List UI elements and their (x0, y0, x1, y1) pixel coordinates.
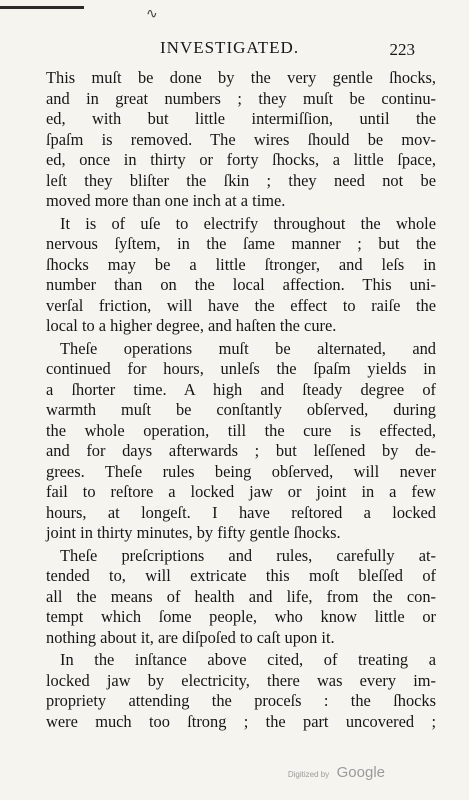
text-line: local to a higher degree, and haſten the cure. (46, 316, 337, 335)
text-line: nothing about it, are diſpoſed to caſt upon it. (46, 627, 335, 647)
text-line: ſpaſm is removed. The wires ſhould be mov- (46, 129, 436, 149)
paragraph (46, 339, 436, 544)
top-rule (0, 6, 84, 9)
text-line: fail to reſtore a locked jaw or joint in a few (46, 482, 436, 501)
text-line: were much too ſtrong ; the part uncovered ; (46, 711, 436, 731)
text-line: In the inſtance above cited, of treating a (60, 650, 436, 669)
text-line: and in great numbers ; they muſt be continu- (46, 88, 436, 108)
text-line: locked jaw by electricity, there was every im- (46, 670, 436, 690)
text-line: hours, at longeſt. I have reſtored a locked (46, 502, 436, 522)
text-line: and for days afterwards ; but leſſened by de- (46, 441, 436, 460)
paragraph (46, 68, 436, 212)
paragraph (46, 650, 436, 732)
text-line: This muſt be done by the very gentle ſhocks, (46, 68, 436, 87)
text-line: joint in thirty minutes, by fifty gentle ſhocks. (46, 523, 341, 542)
text-line: ed, once in thirty or forty ſhocks, a little ſpace, (46, 150, 436, 169)
text-line: moved more than one inch at a time. (46, 191, 286, 210)
digitized-watermark (288, 764, 385, 782)
paragraph (46, 546, 436, 649)
text-line: Theſe preſcriptions and rules, carefully at- (60, 545, 436, 565)
text-line: verſal friction, will have the effect to raiſe the (46, 295, 436, 315)
text-line: ed, with but little intermiſſion, until the (46, 109, 436, 128)
text-line: warmth muſt be conſtantly obſerved, during (46, 400, 436, 419)
corner-mark: ∿ (146, 6, 158, 22)
text-body (46, 68, 436, 734)
running-title: INVESTIGATED. (160, 38, 300, 57)
text-line: grees. Theſe rules being obſerved, will never (46, 461, 436, 481)
google-logo: Google (336, 764, 385, 781)
text-line: tended to, will extricate this moſt bleſſed of (46, 566, 436, 585)
text-line: all the means of health and life, from the con- (46, 586, 436, 606)
watermark-prefix: Digitized by (287, 770, 330, 779)
text-line: ſhocks may be a little ſtronger, and leſs in (46, 254, 436, 274)
text-line: leſt they bliſter the ſkin ; they need not be (46, 170, 436, 190)
text-line: the whole operation, till the cure is effected, (46, 420, 436, 440)
text-line: It is of uſe to electrify throughout the whole (60, 213, 436, 233)
text-line: continued for hours, unleſs the ſpaſm yields in (46, 359, 436, 378)
running-head (0, 38, 469, 60)
text-line: nervous ſyſtem, in the ſame manner ; but the (46, 234, 436, 253)
text-line: a ſhorter time. A high and ſteady degree of (46, 379, 436, 399)
text-line: propriety attending the proceſs : the ſhocks (46, 691, 436, 710)
paragraph (46, 214, 436, 337)
text-line: tempt which ſome people, who know little or (46, 607, 436, 626)
page-number: 223 (389, 40, 415, 59)
text-line: number than on the local affection. This uni- (46, 275, 436, 294)
text-line: Theſe operations muſt be alternated, and (60, 338, 436, 358)
